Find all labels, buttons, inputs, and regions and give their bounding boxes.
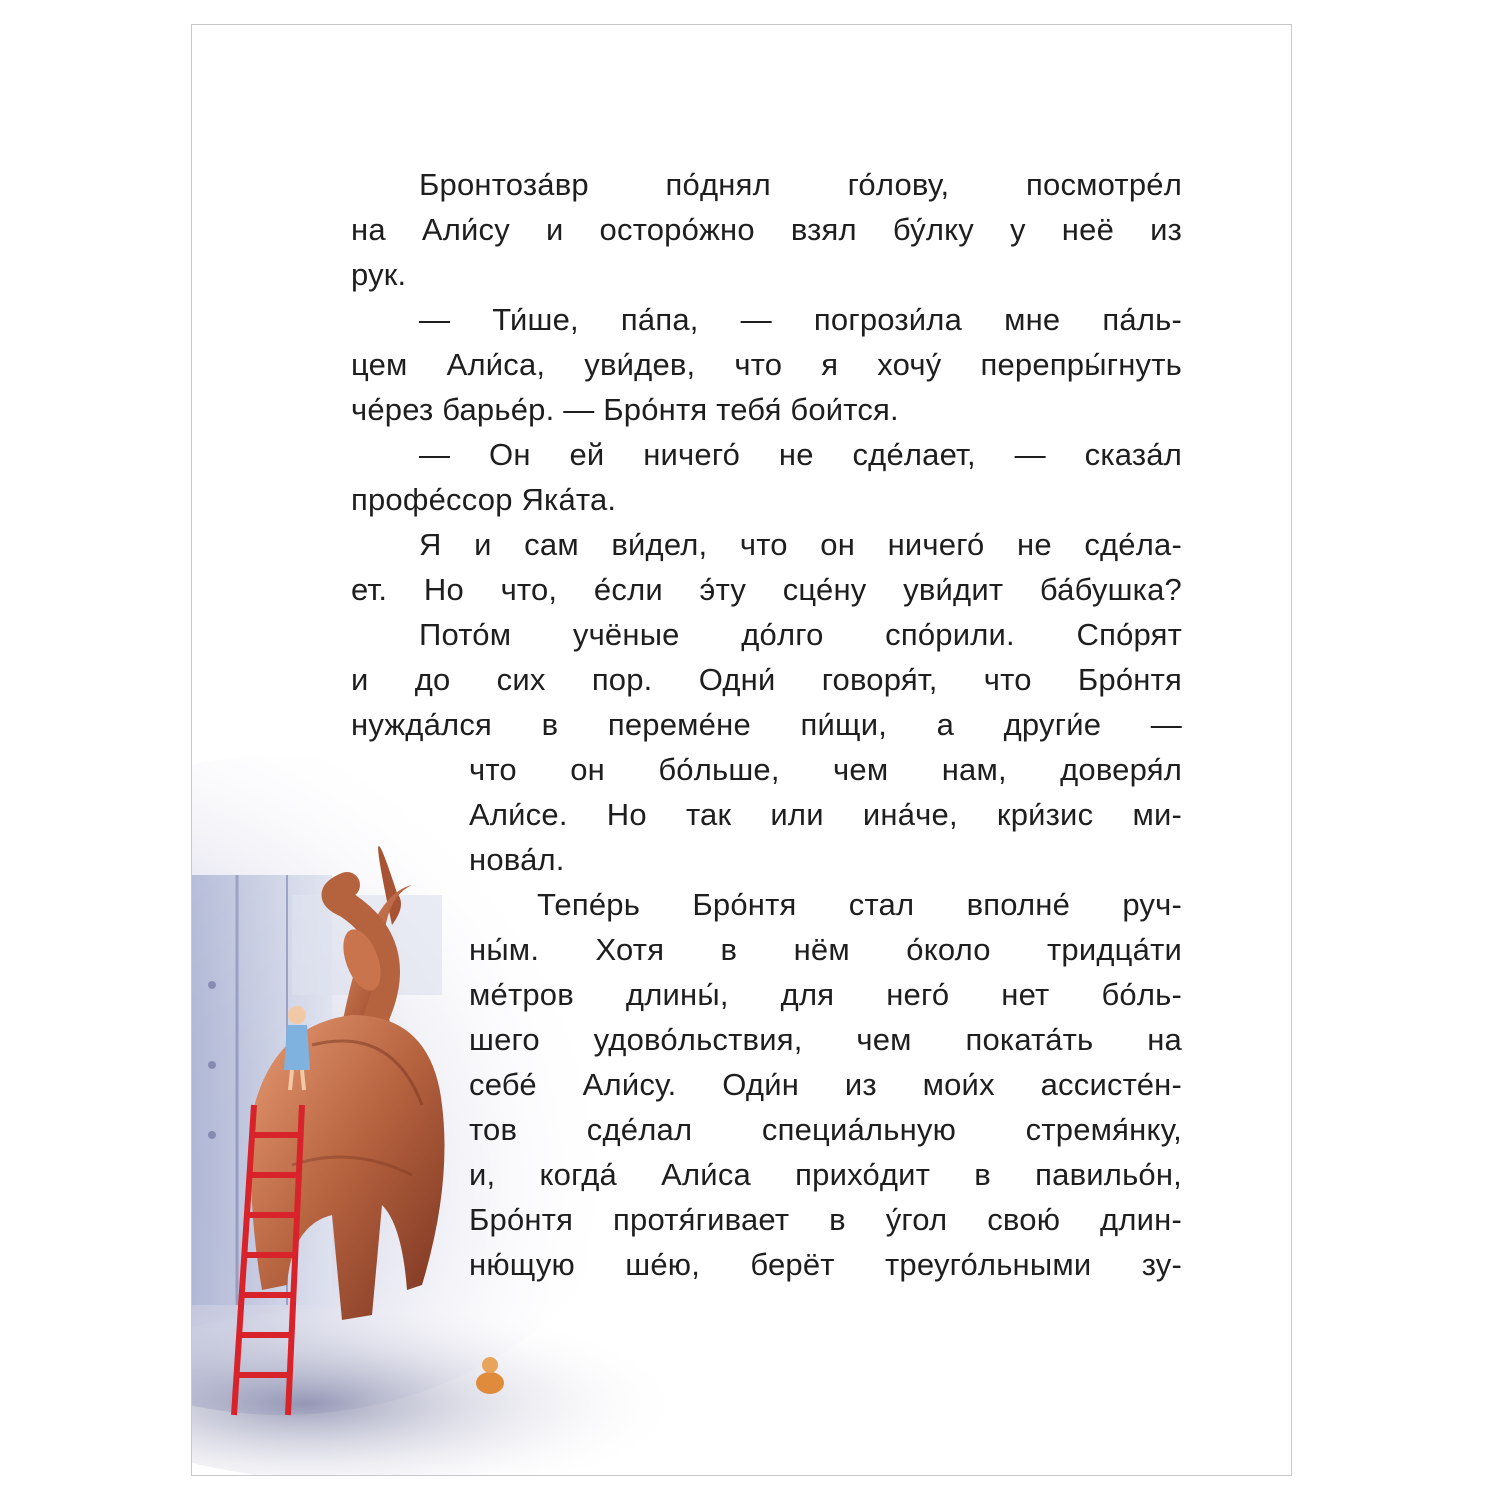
paragraph-line: нужда́лся в переме́не пи́щи, а други́е — <box>351 707 1182 742</box>
paragraph-line: ет. Но что, е́сли э́ту сце́ну уви́дит ба́бушка? <box>351 572 1182 607</box>
paragraph-line: цем Али́са, уви́дев, что я хочу́ перепры́гнуть <box>351 347 1182 382</box>
paragraph-line: рук. <box>351 257 407 292</box>
paragraph-line: Я и сам ви́дел, что он ничего́ не сде́ла- <box>419 527 1182 562</box>
paragraph-line: нова́л. <box>469 842 565 877</box>
paragraph-line: ме́тров длины́, для него́ нет бо́ль- <box>469 977 1182 1012</box>
paragraph-line: что он бо́льше, чем нам, доверя́л <box>469 752 1182 787</box>
paragraph-line: ню́щую ше́ю, берёт треуго́льными зу- <box>469 1247 1182 1282</box>
paragraph-line: и, когда́ Али́са прихо́дит в павильо́н, <box>469 1157 1182 1192</box>
paragraph-line: профе́ссор Яка́та. <box>351 482 617 517</box>
text-column-upper <box>351 162 1182 747</box>
paragraph-line: и до сих пор. Одни́ говоря́т, что Бро́нтя <box>351 662 1182 697</box>
paragraph-line: — Он ей ничего́ не сде́лает, — сказа́л <box>419 437 1182 472</box>
paragraph-line: Бронтоза́вр по́днял го́лову, посмотре́л <box>419 167 1182 202</box>
paragraph-line: Али́се. Но так или ина́че, кри́зис ми- <box>469 797 1182 832</box>
paragraph-line: Пото́м учёные до́лго спо́рили. Спо́рят <box>419 617 1182 652</box>
paragraph-line: че́рез барье́р. — Бро́нтя тебя́ бои́тся. <box>351 392 899 427</box>
paragraph-line: на Али́су и осторо́жно взял бу́лку у неё из <box>351 212 1182 247</box>
floor-shadow <box>192 1305 722 1475</box>
paragraph-line: себе́ Али́су. Оди́н из мои́х ассисте́н- <box>469 1067 1182 1102</box>
book-page <box>191 24 1292 1476</box>
paragraph-line: ны́м. Хотя в нём о́коло тридца́ти <box>469 932 1182 967</box>
paragraph-line: Бро́нтя протя́гивает в у́гол свою́ длин- <box>469 1202 1182 1237</box>
paragraph-line: шего удово́льствия, чем поката́ть на <box>469 1022 1182 1057</box>
paragraph-line: Тепе́рь Бро́нтя стал вполне́ руч- <box>537 887 1182 922</box>
text-column-lower <box>469 747 1182 1287</box>
paragraph-line: тов сде́лал специа́льную стремя́нку, <box>469 1112 1182 1147</box>
paragraph-line: — Ти́ше, па́па, — погрози́ла мне па́ль- <box>419 302 1182 337</box>
